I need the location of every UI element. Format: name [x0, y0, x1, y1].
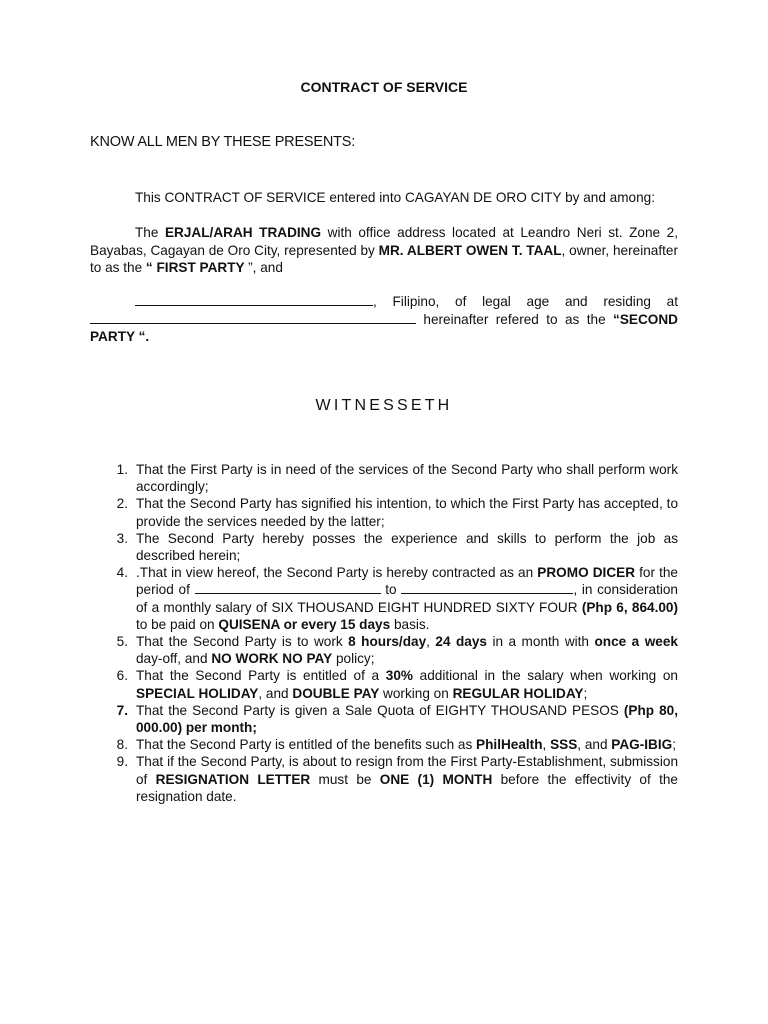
clause-text: to be paid on: [136, 616, 219, 632]
pay-schedule: QUISENA or every 15 days: [218, 616, 391, 632]
preamble: KNOW ALL MEN BY THESE PRESENTS:: [90, 134, 356, 150]
second-party-text: , Filipino, of legal age and residing at: [373, 294, 678, 309]
clause-text: ,: [426, 634, 436, 650]
clause-text: for the period of: [136, 565, 678, 598]
resignation-letter: RESIGNATION LETTER: [155, 771, 311, 787]
clause-number: 3.: [116, 530, 128, 546]
list-item: [90, 633, 678, 667]
first-party-text: , owner, hereinafter to as the: [90, 242, 678, 275]
salary-amount: (Php 6, 864.00): [581, 599, 678, 615]
list-item: [90, 702, 678, 736]
position-title: PROMO DICER: [537, 565, 636, 581]
clause-text: That the Second Party is given a Sale Quota of EIGHTY THOUSAND PESOS: [136, 702, 624, 718]
first-party-text: ”, and: [248, 260, 283, 275]
sales-quota-amount: (Php 80, 000.00) per month;: [136, 702, 679, 736]
clause-text: , and: [577, 737, 612, 753]
clause-number: 4.: [116, 565, 128, 581]
clause-text: day-off, and: [136, 651, 212, 667]
clause-text: working on: [379, 685, 453, 701]
clause-number: 7.: [116, 702, 128, 718]
clause-number: 9.: [116, 754, 128, 770]
clause-number: 5.: [116, 634, 128, 650]
list-item: [90, 530, 678, 564]
first-party-paragraph: [90, 224, 678, 277]
list-item: [90, 564, 678, 633]
notice-period: ONE (1) MONTH: [379, 771, 493, 787]
benefit-philhealth: PhilHealth: [476, 737, 543, 753]
pay-policy: NO WORK NO PAY: [211, 651, 333, 667]
benefit-sss: SSS: [550, 737, 578, 753]
clause-text: That the Second Party is entitled of a: [136, 668, 386, 684]
clause-number: 2.: [116, 496, 128, 512]
clause-text: to: [380, 582, 402, 598]
clause-number: 6.: [116, 668, 128, 684]
clause-text: in a month with: [486, 634, 595, 650]
document-title: CONTRACT OF SERVICE: [300, 79, 468, 95]
clause-text: That the Second Party has signified his intention, to which the First Party has accepted, to provide the services needed by the latter;: [136, 496, 678, 529]
clause-text: The Second Party hereby posses the experience and skills to perform the job as described herein;: [136, 530, 678, 564]
clause-text: That if the Second Party, is about to resign from the First Party-Establishment, submission of: [136, 754, 678, 787]
clause-text: That the First Party is in need of the services of the Second Party who shall perform work accordingly;: [136, 462, 678, 495]
second-party-text: hereinafter refered to as the: [416, 311, 614, 327]
work-hours: 8 hours/day: [348, 634, 427, 650]
clause-text: basis.: [390, 616, 430, 632]
list-item: [90, 461, 678, 495]
list-item: [90, 736, 678, 753]
regular-holiday: REGULAR HOLIDAY: [452, 685, 584, 701]
holiday-rate: 30%: [385, 668, 413, 684]
clause-text: That the Second Party is entitled of the benefits such as: [136, 737, 477, 753]
period-start-blank[interactable]: [195, 581, 381, 594]
clause-text: additional in the salary when working on: [412, 668, 678, 684]
clause-text: policy;: [332, 651, 375, 667]
double-pay: DOUBLE PAY: [292, 685, 380, 701]
first-party-text: The: [135, 225, 165, 240]
clause-text: ,: [542, 737, 551, 753]
second-party-label: “SECOND PARTY “.: [90, 311, 678, 344]
work-days: 24 days: [435, 634, 487, 650]
period-end-blank[interactable]: [401, 581, 573, 594]
clause-text: ;: [583, 685, 588, 701]
clause-list: [90, 461, 678, 805]
clause-number: 1.: [116, 462, 128, 477]
list-item: [90, 753, 678, 805]
clause-text: , and: [258, 685, 293, 701]
day-off-frequency: once a week: [594, 634, 678, 650]
clause-text: before the effectivity of the resignation date.: [136, 771, 678, 804]
address-blank[interactable]: [90, 311, 416, 324]
list-item: [90, 667, 678, 701]
clause-text: That the Second Party is to work: [136, 634, 349, 650]
clause-text: must be: [310, 771, 380, 787]
representative-name: MR. ALBERT OWEN T. TAAL: [378, 242, 562, 258]
witnesseth-heading: WITNESSETH: [315, 397, 453, 414]
list-item: [90, 495, 678, 529]
company-name: ERJAL/ARAH TRADING: [164, 225, 322, 240]
clause-number: 8.: [116, 737, 128, 753]
clause-text: .That in view hereof, the Second Party is hereby contracted as an: [136, 565, 538, 581]
name-blank[interactable]: [135, 293, 373, 306]
clause-text: ;: [672, 737, 676, 753]
first-party-label: “ FIRST PARTY: [145, 260, 249, 275]
intro-paragraph: This CONTRACT OF SERVICE entered into CAGAYAN DE ORO CITY by and among:: [135, 190, 656, 205]
special-holiday: SPECIAL HOLIDAY: [136, 685, 259, 701]
first-party-text: with office address located at Leandro Neri st. Zone 2, Bayabas, Cagayan de Oro City, represented by: [90, 225, 679, 258]
benefit-pag-ibig: PAG-IBIG: [611, 737, 673, 753]
clause-text: , in consideration of a monthly salary of SIX THOUSAND EIGHT HUNDRED SIXTY FOUR: [136, 582, 678, 615]
second-party-paragraph: [90, 293, 678, 346]
